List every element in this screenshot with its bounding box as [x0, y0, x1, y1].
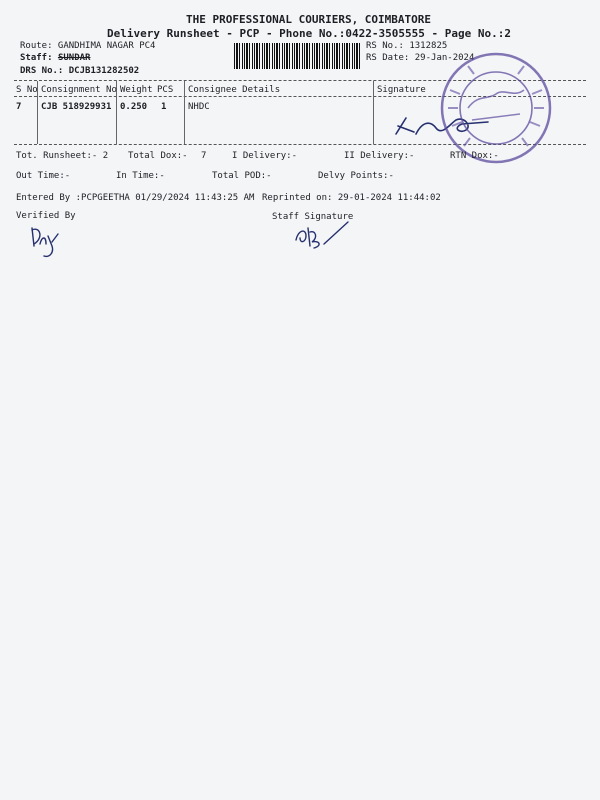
reprinted-on: Reprinted on: 29-01-2024 11:44:02	[262, 193, 441, 203]
rs-number: RS No.: 1312825	[366, 41, 448, 51]
in-time: In Time:-	[116, 171, 165, 181]
col-header-consignee: Consignee Details	[188, 85, 281, 95]
cell-consignee: NHDC	[188, 102, 210, 112]
out-time: Out Time:-	[16, 171, 71, 181]
staff-label: Staff:	[20, 53, 53, 63]
runsheet-subtitle: Delivery Runsheet - PCP - Phone No.:0422-3505555 - Page No.:2	[107, 27, 511, 40]
route-text: Route: GANDHIMA NAGAR PC4	[20, 41, 156, 51]
col-header-signature: Signature	[377, 85, 426, 95]
ii-delivery: II Delivery:-	[344, 151, 415, 161]
verified-by-label: Verified By	[16, 211, 76, 221]
barcode	[234, 43, 360, 69]
col-sep	[184, 81, 185, 144]
rtn-dox: RTN Dox:-	[450, 151, 499, 161]
cell-pcs: 1	[161, 102, 167, 112]
rs-date: RS Date: 29-Jan-2024	[366, 53, 475, 63]
cell-consignment: CJB 518929931	[41, 102, 112, 112]
delvy-points: Delvy Points:-	[318, 171, 394, 181]
total-dox-value: 7	[201, 151, 207, 161]
staff-signature-label: Staff Signature	[272, 212, 354, 222]
entered-by: Entered By :PCPGEETHA 01/29/2024 11:43:25 AM	[16, 193, 255, 203]
staff-name: SUNDAR	[57, 53, 91, 63]
col-sep	[373, 81, 374, 144]
col-header-consignment: Consignment No	[41, 85, 117, 95]
drs-number: DRS No.: DCJB131282502	[20, 66, 140, 76]
i-delivery: I Delivery:-	[232, 151, 298, 161]
col-header-pcs: PCS	[157, 85, 174, 95]
staff-row	[20, 53, 90, 63]
total-dox-label: Total Dox:-	[128, 151, 188, 161]
cell-weight: 0.250	[120, 102, 148, 112]
col-header-weight: Weight	[120, 85, 153, 95]
total-pod: Total POD:-	[212, 171, 272, 181]
col-header-sno: S No	[16, 85, 38, 95]
company-seal	[438, 50, 554, 166]
cell-sno: 7	[16, 102, 22, 112]
verifier-signature	[26, 222, 66, 260]
company-title: THE PROFESSIONAL COURIERS, COIMBATORE	[186, 13, 432, 26]
tot-runsheet: Tot. Runsheet:- 2	[16, 151, 109, 161]
staff-signature	[292, 218, 352, 252]
